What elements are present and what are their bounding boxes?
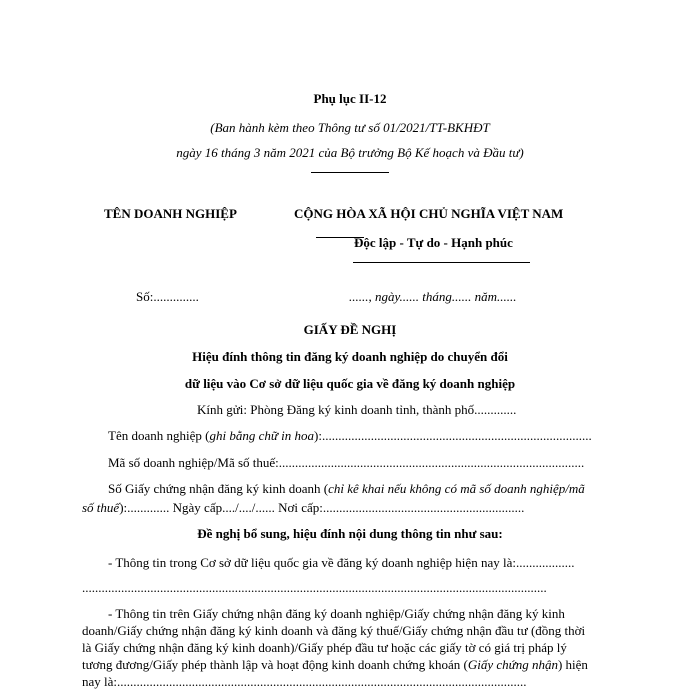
request-item2-line4-note: Giấy chứng nhận (467, 657, 558, 672)
issued-note-line2: ngày 16 tháng 3 năm 2021 của Bộ trưởng Bộ Kế hoạch và Đầu tư) (176, 145, 524, 160)
certificate-rest: ):............. Ngày cấp..../..../...... Nơi cấp:.............................................................. (119, 500, 525, 515)
company-name-note: ghi bằng chữ in hoa (209, 428, 315, 443)
form-title: GIẤY ĐỀ NGHỊ (303, 322, 397, 337)
certificate-note: chỉ kê khai nếu không có mã số doanh nghiệp/mã (328, 481, 585, 496)
republic-title: CỘNG HÒA XÃ HỘI CHỦ NGHĨA VIỆT NAM (294, 206, 564, 221)
certificate-field-line2 (82, 500, 524, 516)
recipient: Kính gửi: Phòng Đăng ký kinh doanh tỉnh, thành phố............. (197, 402, 517, 417)
certificate-label: Số Giấy chứng nhận đăng ký kinh doanh ( (108, 481, 329, 496)
company-name-label-text: Tên doanh nghiệp ( (108, 428, 210, 443)
request-item2-line4b: ) hiện (557, 657, 588, 672)
request-item1: - Thông tin trong Cơ sở dữ liệu quốc gia về đăng ký doanh nghiệp hiện nay là:.................. (108, 555, 575, 570)
request-item2-line4a: tương đương/Giấy phép thành lập và hoạt động kinh doanh chứng khoán ( (82, 657, 468, 672)
certificate-note-cont: số thuế (82, 500, 120, 515)
form-subtitle-line1: Hiệu đính thông tin đăng ký doanh nghiệp do chuyển đổi (192, 349, 508, 364)
request-item2-line2: doanh/Giấy chứng nhận đăng ký kinh doanh và đăng ký thuế/Giấy chứng nhận đầu tư (đồng thời (82, 623, 586, 638)
request-item2-line4 (82, 656, 618, 673)
appendix-title: Phụ lục II-12 (313, 91, 387, 106)
request-item2-line1: - Thông tin trên Giấy chứng nhận đăng ký doanh nghiệp/Giấy chứng nhận đăng ký kinh (108, 606, 565, 621)
request-heading: Đề nghị bổ sung, hiệu đính nội dung thông tin như sau: (197, 526, 503, 541)
company-name-dots: ):................................................................................... (314, 428, 592, 443)
certificate-field-line1 (108, 481, 585, 497)
header-divider (311, 172, 389, 173)
issued-note-line1: (Ban hành kèm theo Thông tư số 01/2021/TT-BKHĐT (210, 120, 490, 135)
tax-code-field: Mã số doanh nghiệp/Mã số thuế:.............................................................................................. (108, 455, 585, 470)
request-item2-line3: là Giấy chứng nhận đăng ký kinh doanh)/Giấy phép đầu tư hoặc các giấy tờ có giá trị pháp lý (82, 640, 567, 655)
company-name-label: TÊN DOANH NGHIỆP (104, 206, 237, 221)
request-item2 (82, 605, 618, 690)
motto-underline (353, 262, 530, 263)
document-number: Số:.............. (136, 289, 199, 304)
request-dots-line: ............................................................................................................................................... (82, 580, 547, 595)
republic-motto: Độc lập - Tự do - Hạnh phúc (354, 235, 513, 250)
company-name-field (108, 428, 592, 444)
form-subtitle-line2: dữ liệu vào Cơ sở dữ liệu quốc gia về đăng ký doanh nghiệp (184, 376, 516, 391)
place-date: ......, ngày...... tháng...... năm...... (349, 289, 517, 304)
request-item2-line5: nay là:.............................................................................................................................. (82, 674, 527, 689)
